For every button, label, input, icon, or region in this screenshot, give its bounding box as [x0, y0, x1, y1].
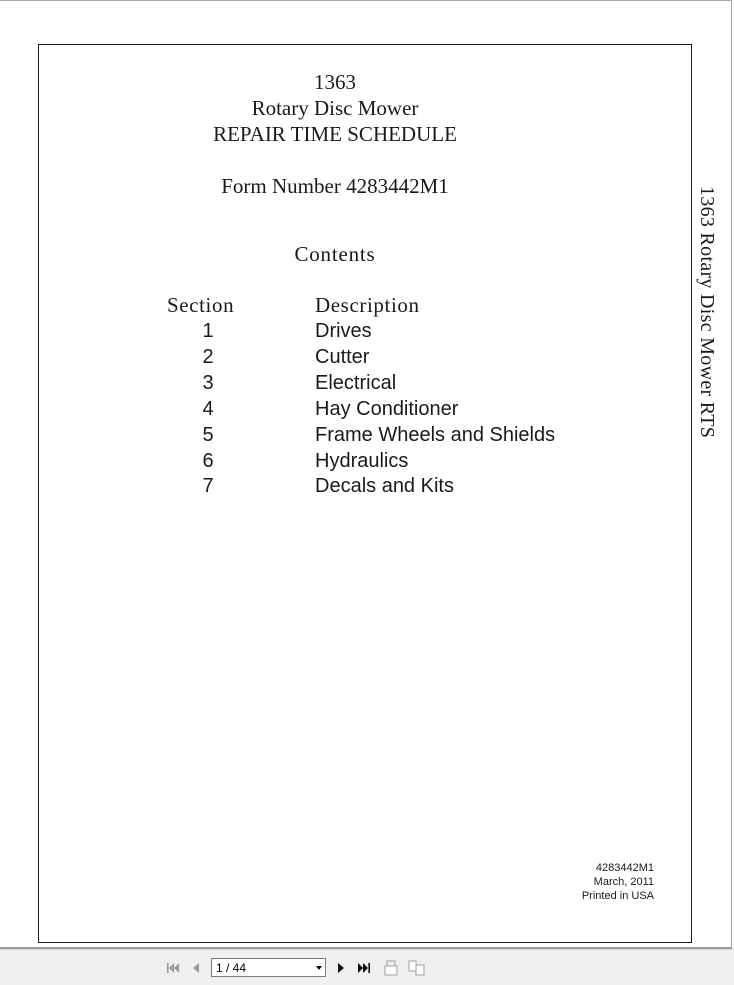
footer-form-number: 4283442M1: [595, 862, 654, 874]
chevron-down-icon[interactable]: [316, 966, 322, 970]
section-description: Electrical: [315, 372, 397, 394]
last-page-icon[interactable]: [355, 959, 373, 977]
section-description: Hay Conditioner: [315, 398, 459, 420]
section-description: Cutter: [315, 346, 370, 368]
section-column-header: Section: [167, 293, 235, 317]
product-name: Rotary Disc Mower: [251, 96, 419, 120]
section-description: Hydraulics: [315, 450, 409, 472]
document-type: REPAIR TIME SCHEDULE: [213, 122, 457, 146]
viewport-border-top: [0, 0, 732, 1]
first-page-icon[interactable]: [164, 959, 182, 977]
previous-page-icon[interactable]: [188, 959, 204, 977]
section-description: Drives: [315, 320, 372, 342]
next-page-icon[interactable]: [333, 959, 349, 977]
single-page-view-icon[interactable]: [382, 959, 400, 977]
two-page-view-icon[interactable]: [407, 959, 427, 977]
viewport-border-right: [731, 0, 732, 949]
model-number: 1363: [314, 70, 356, 94]
form-number: Form Number 4283442M1: [221, 174, 449, 198]
section-number: 5: [202, 424, 214, 446]
footer-printed-location: Printed in USA: [581, 890, 654, 902]
page-indicator-text: 1 / 44: [216, 960, 247, 975]
section-number: 2: [202, 346, 214, 368]
footer-date: March, 2011: [593, 876, 654, 888]
section-description: Decals and Kits: [315, 475, 454, 497]
section-number: 1: [202, 320, 214, 342]
section-description: Frame Wheels and Shields: [315, 424, 556, 446]
spine-title: 1363 Rotary Disc Mower RTS: [696, 186, 718, 439]
description-column-header: Description: [315, 293, 420, 317]
contents-title: Contents: [294, 242, 376, 266]
section-number: 7: [202, 475, 214, 497]
section-number: 4: [202, 398, 214, 420]
section-number: 6: [202, 450, 214, 472]
section-number: 3: [202, 372, 214, 394]
page-number-field[interactable]: [211, 958, 326, 977]
